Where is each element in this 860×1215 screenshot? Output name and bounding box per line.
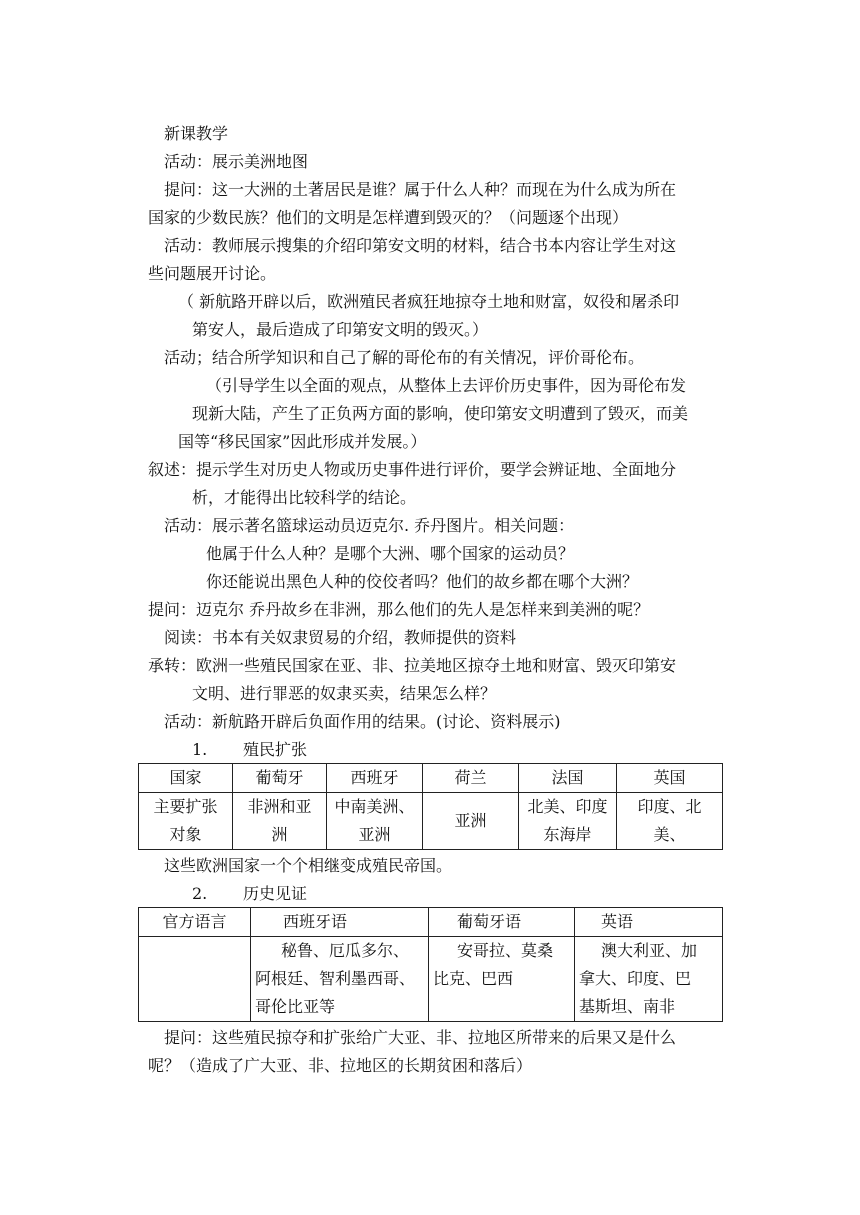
colonial-expansion-table: [138, 763, 723, 850]
table-row: [139, 793, 723, 850]
activity-show-map: 活动：展示美洲地图: [164, 152, 309, 171]
official-language-table: [138, 907, 723, 1022]
header-english: 英语: [575, 908, 723, 937]
header-france: 法国: [519, 764, 617, 793]
note-guide-cont-2: 国等“移民国家”因此形成并发展。）: [178, 432, 427, 451]
header-netherlands: 荷兰: [423, 764, 519, 793]
cell-portugal-targets: 非洲和亚 洲: [233, 793, 327, 850]
cell-spanish-countries: 秘鲁、厄瓜多尔、 阿根廷、智利墨西哥、 哥伦比亚等: [251, 937, 429, 1022]
question-ancestors: 提问：迈克尔 乔丹故乡在非洲，那么他们的先人是怎样来到美洲的呢？: [148, 600, 650, 619]
question-consequences-answer: 呢？（造成了广大亚、非、拉地区的长期贫困和落后）: [148, 1056, 533, 1075]
question-consequences: 提问：这些殖民掠夺和扩张给广大亚、非、拉地区所带来的后果又是什么: [164, 1028, 677, 1047]
section1-title: 殖民扩张: [243, 740, 308, 759]
header-portugal: 葡萄牙: [233, 764, 327, 793]
activity-materials-cont: 些问题展开讨论。: [148, 264, 277, 283]
cell-empty: [139, 937, 251, 1022]
activity-negative-effects: 活动：新航路开辟后负面作用的结果。(讨论、资料展示): [164, 712, 561, 731]
narration-evaluate: 叙述：提示学生对历史人物或历史事件进行评价，要学会辨证地、全面地分: [148, 460, 677, 479]
note-guide-cont-1: 现新大陆，产生了正负两方面的影响，使印第安文明遭到了毁灭，而美: [192, 404, 689, 423]
cell-english-countries: 澳大利亚、加 拿大、印度、巴 基斯坦、南非: [575, 937, 723, 1022]
question-natives: 提问：这一大洲的土著居民是谁？属于什么人种？而现在为什么成为所在: [164, 180, 677, 199]
note-colonizers-cont: 第安人，最后造成了印第安文明的毁灭。）: [192, 320, 489, 339]
header-spain: 西班牙: [327, 764, 423, 793]
table-header-row: [139, 764, 723, 793]
table-row: [139, 937, 723, 1022]
cell-netherlands-targets: 亚洲: [423, 793, 519, 850]
reading-slave-trade: 阅读：书本有关奴隶贸易的介绍，教师提供的资料: [164, 628, 517, 647]
empire-statement: 这些欧洲国家一个个相继变成殖民帝国。: [164, 856, 453, 875]
transition-colonial-cont: 文明、进行罪恶的奴隶买卖，结果怎么样？: [192, 684, 497, 703]
note-colonizers: （ 新航路开辟以后，欧洲殖民者疯狂地掠夺土地和财富，奴役和屠杀印: [178, 292, 680, 311]
header-spanish: 西班牙语: [251, 908, 429, 937]
question-black-achievers: 你还能说出黑色人种的佼佼者吗？他们的故乡都在哪个大洲？: [206, 572, 639, 591]
cell-britain-targets: 印度、北 美、: [617, 793, 723, 850]
transition-colonial: 承转：欧洲一些殖民国家在亚、非、拉美地区掠夺土地和财富、毁灭印第安: [148, 656, 677, 675]
section-heading-new-lesson: 新课教学: [164, 124, 229, 143]
question-race: 他属于什么人种？是哪个大洲、哪个国家的运动员？: [206, 544, 575, 563]
cell-main-target: 主要扩张 对象: [139, 793, 233, 850]
section2-number: 2.: [192, 884, 208, 903]
narration-evaluate-cont: 析，才能得出比较科学的结论。: [192, 488, 417, 507]
header-country: 国家: [139, 764, 233, 793]
note-guide: （引导学生以全面的观点，从整体上去评价历史事件，因为哥伦布发: [206, 376, 687, 395]
activity-columbus: 活动；结合所学知识和自己了解的哥伦布的有关情况，评价哥伦布。: [164, 348, 645, 367]
header-official-language: 官方语言: [139, 908, 251, 937]
cell-portuguese-countries: 安哥拉、莫桑 比克、巴西: [429, 937, 575, 1022]
question-natives-cont: 国家的少数民族？他们的文明是怎样遭到毁灭的？（问题逐个出现）: [148, 208, 629, 227]
header-britain: 英国: [617, 764, 723, 793]
table-header-row: [139, 908, 723, 937]
activity-jordan: 活动：展示著名篮球运动员迈克尔. 乔丹图片。相关问题：: [164, 516, 575, 535]
header-portuguese: 葡萄牙语: [429, 908, 575, 937]
section2-title: 历史见证: [243, 884, 308, 903]
cell-france-targets: 北美、印度 东海岸: [519, 793, 617, 850]
section1-number: 1.: [192, 740, 208, 759]
cell-spain-targets: 中南美洲、 亚洲: [327, 793, 423, 850]
activity-materials: 活动：教师展示搜集的介绍印第安文明的材料，结合书本内容让学生对这: [164, 236, 677, 255]
